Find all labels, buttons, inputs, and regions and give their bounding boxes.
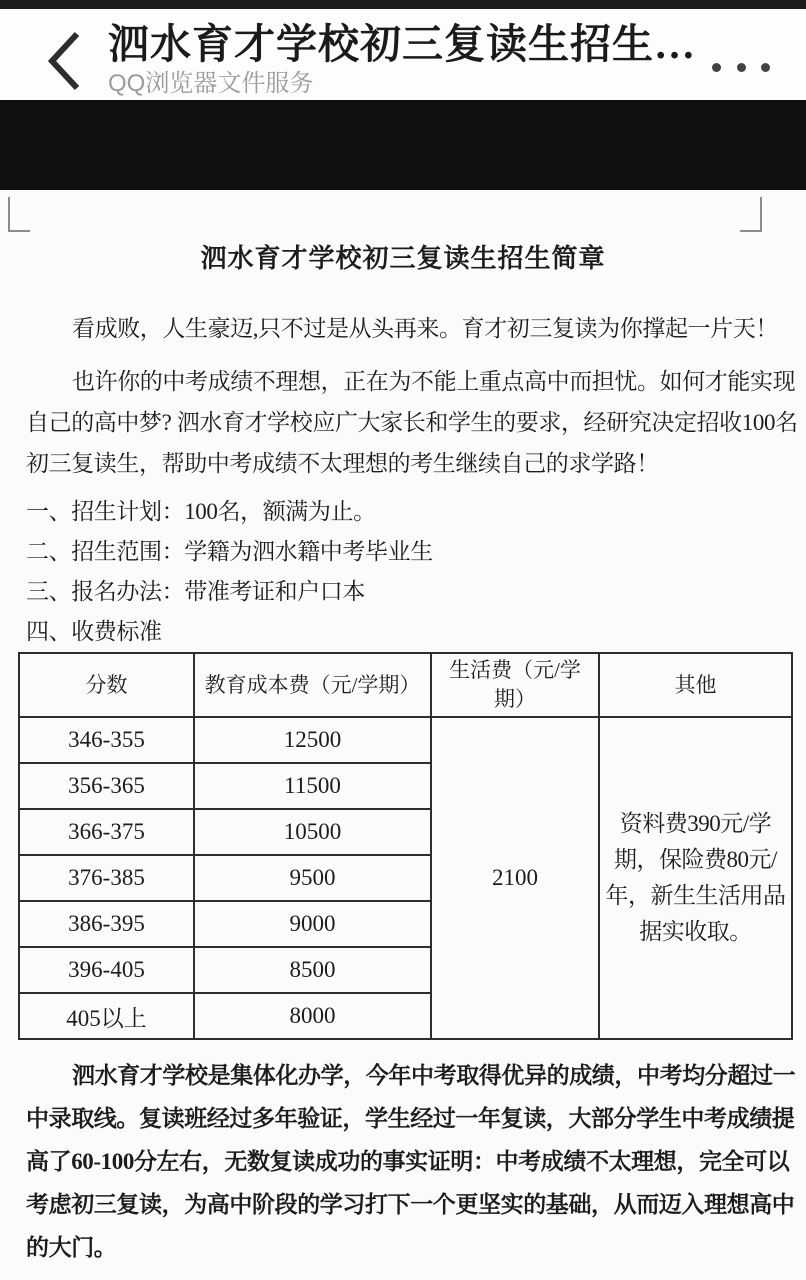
app-header [0,9,806,100]
cost-cell: 8000 [194,993,431,1039]
cost-cell: 9500 [194,855,431,901]
score-cell: 356-365 [19,763,194,809]
file-title: 泗水育才学校初三复读生招生… [108,21,696,67]
score-cell: 366-375 [19,809,194,855]
document-title: 泗水育才学校初三复读生招生简章 [200,244,606,273]
page-corner-mark-right [740,197,762,232]
paragraph-line: 中录取线。复读班经过多年验证，学生经过一年复读，大部分学生中考成绩提 [26,1106,795,1131]
living-fee-cell: 2100 [431,717,599,1039]
more-options-button[interactable] [706,49,776,85]
header-titles [108,15,696,97]
paragraph-line: 泗水育才学校是集体化办学，今年中考取得优异的成绩，中考均分超过一 [72,1063,796,1088]
score-cell: 376-385 [19,855,194,901]
col-header-other: 其他 [599,653,792,717]
table-row [19,717,792,763]
paragraph-line: 看成败，人生豪迈,只不过是从头再来。育才初三复读为你撑起一片天！ [72,316,778,341]
col-header-score: 分数 [19,653,194,717]
cost-cell: 11500 [194,763,431,809]
document-page [0,190,806,1280]
cost-cell: 10500 [194,809,431,855]
col-header-living-fee: 生活费（元/学期） [431,653,599,717]
paragraph-line: 考虑初三复读，为高中阶段的学习打下一个更坚实的基础，从而迈入理想高中 [26,1192,795,1217]
paragraph-line: 的大门。 [26,1235,117,1260]
table-header-row [19,653,792,717]
back-chevron-icon [44,30,92,92]
list-item-enrollment-scope: 二、招生范围：学籍为泗水籍中考毕业生 [26,539,433,564]
closing-paragraph [0,1054,806,1269]
separator-band [0,100,806,190]
cost-cell: 12500 [194,717,431,763]
list-item-fee-standard: 四、收费标准 [26,619,162,644]
page-corner-mark-left [8,197,30,232]
other-fees-cell: 资料费390元/学期，保险费80元/年，新生生活用品据实收取。 [599,717,792,1039]
score-cell: 405以上 [19,993,194,1039]
paragraph-line: 自己的高中梦? 泗水育才学校应广大家长和学生的要求，经研究决定招收100名 [26,410,798,435]
top-status-strip [0,0,806,9]
more-options-icon [761,63,770,72]
score-cell: 386-395 [19,901,194,947]
col-header-education-cost: 教育成本费（元/学期） [194,653,431,717]
paragraph-2 [0,361,806,484]
numbered-list [0,492,806,652]
cost-cell: 8500 [194,947,431,993]
paragraph-line: 初三复读生，帮助中考成绩不太理想的考生继续自己的求学路！ [26,451,659,476]
list-item-enrollment-plan: 一、招生计划：100名，额满为止。 [26,499,376,524]
fee-table [18,652,793,1040]
more-options-icon [712,63,721,72]
file-source-subtitle: QQ浏览器文件服务 [108,70,314,97]
more-options-icon [737,63,746,72]
paragraph-line: 也许你的中考成绩不理想，正在为不能上重点高中而担忧。如何才能实现 [72,369,796,394]
score-cell: 346-355 [19,717,194,763]
paragraph-1 [0,308,806,349]
list-item-registration-method: 三、报名办法：带准考证和户口本 [26,579,366,604]
back-button[interactable] [44,29,92,93]
paragraph-line: 高了60-100分左右，无数复读成功的事实证明：中考成绩不太理想，完全可以 [26,1149,790,1174]
cost-cell: 9000 [194,901,431,947]
score-cell: 396-405 [19,947,194,993]
